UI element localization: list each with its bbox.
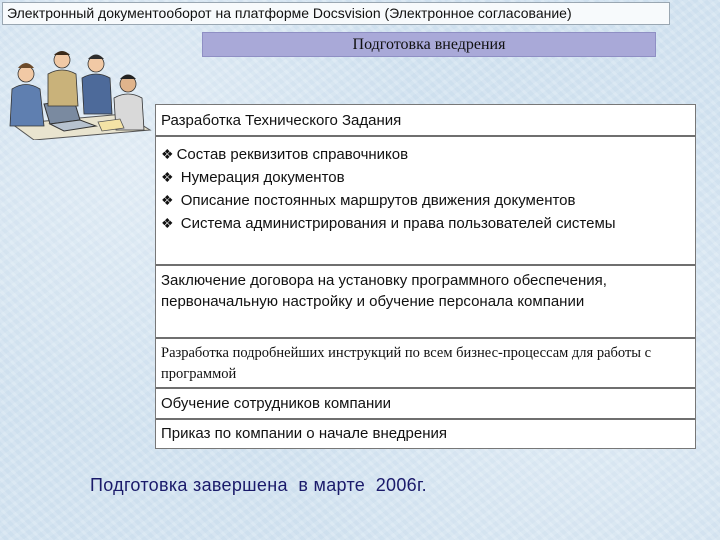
table-row (156, 339, 695, 389)
diamond-bullet-icon: ❖ (161, 192, 174, 208)
table-row (156, 420, 695, 448)
row-text-contract: Заключение договора на установку программного обеспечения, первоначальную настройку и обучение персонала компании (161, 272, 607, 310)
section-banner: Подготовка внедрения (202, 32, 656, 57)
row-text-technical-spec: Разработка Технического Задания (161, 112, 402, 129)
list-item: ❖ Система администрирования и права пользователей системы (161, 215, 616, 232)
completion-note: Подготовка завершена в марте 2006г. (90, 475, 427, 495)
table-row (156, 137, 695, 266)
page-header-title: Электронный документооборот на платформе Docsvision (Электронное согласование) (2, 2, 670, 25)
list-item: ❖ Описание постоянных маршрутов движения документов (161, 192, 576, 209)
diamond-bullet-icon: ❖ (161, 215, 174, 231)
list-item: ❖ Состав реквизитов справочников (161, 146, 409, 163)
team-at-laptop-clipart (4, 44, 154, 140)
table-row (156, 105, 695, 137)
row-text-order: Приказ по компании о начале внедрения (161, 425, 448, 442)
diamond-bullet-icon: ❖ (161, 146, 174, 162)
row-text-instructions: Разработка подробнейших инструкций по всем бизнес-процессам для работы с программой (161, 345, 652, 382)
list-item: ❖ Нумерация документов (161, 169, 345, 186)
diamond-bullet-icon: ❖ (161, 169, 174, 185)
table-row (156, 266, 695, 339)
plan-table (155, 104, 696, 449)
table-row (156, 389, 695, 420)
row-text-training: Обучение сотрудников компании (161, 395, 392, 412)
